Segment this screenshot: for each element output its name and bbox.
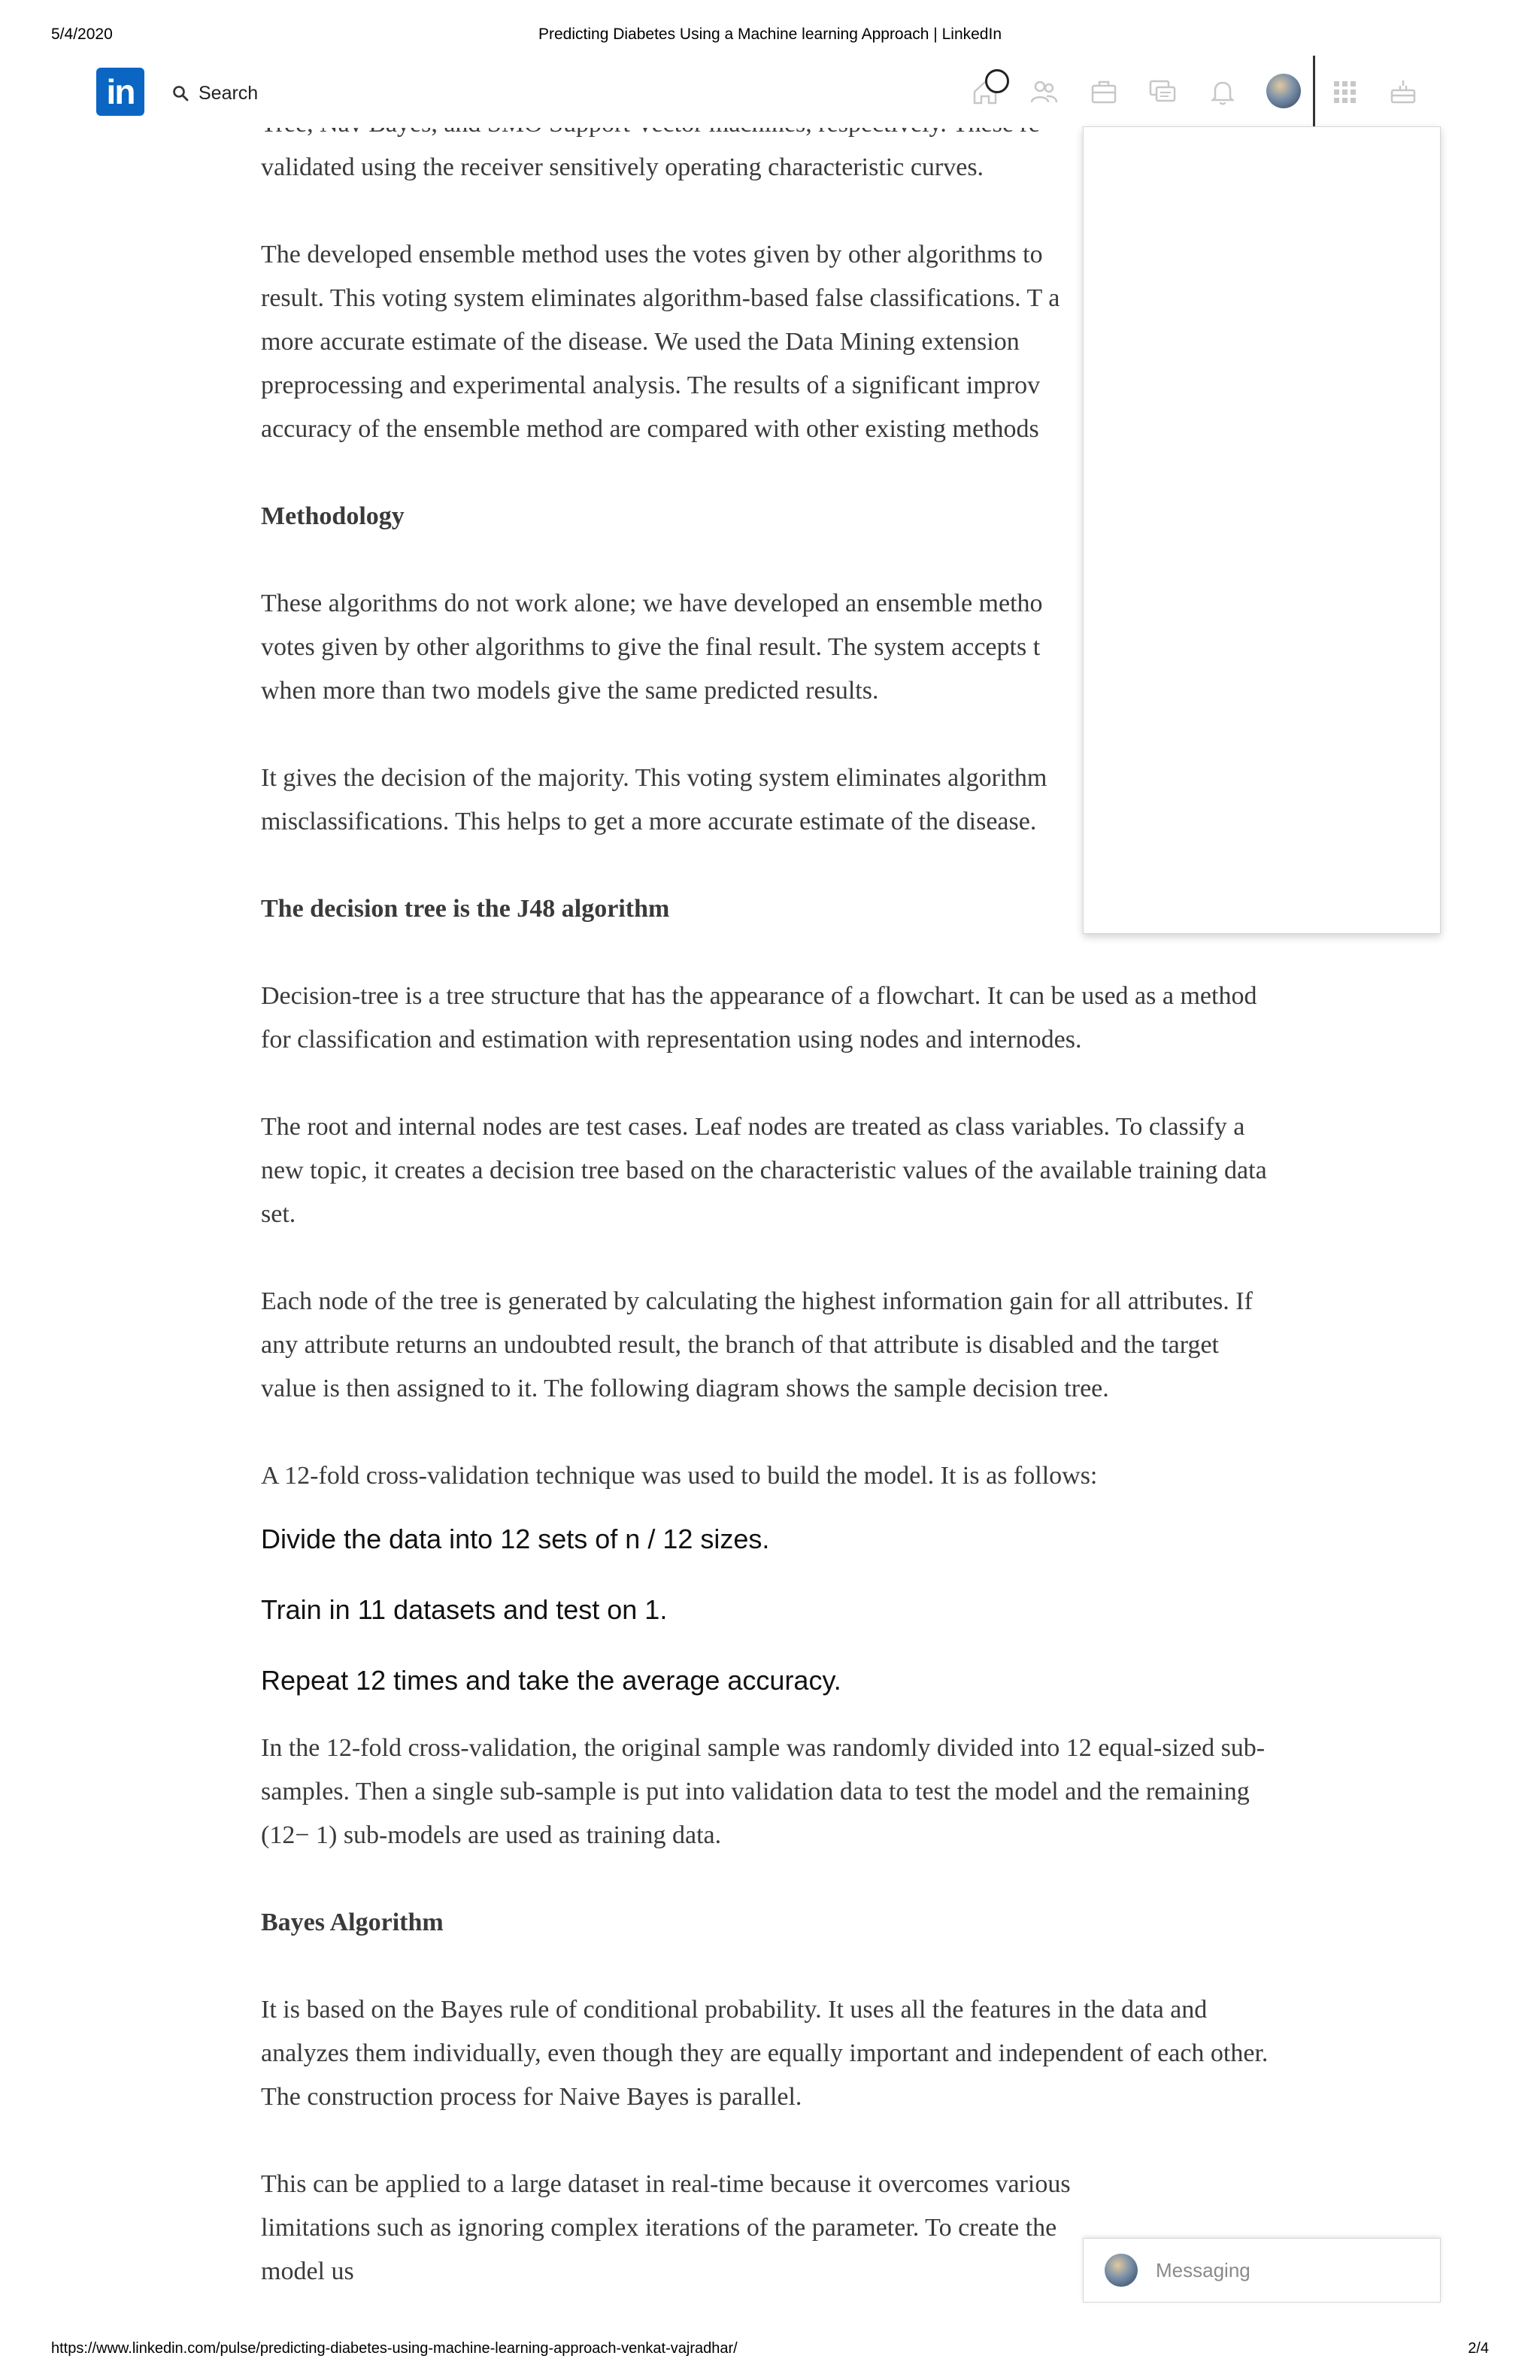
- search-bar[interactable]: [171, 78, 258, 108]
- work-grid-icon[interactable]: [1328, 75, 1361, 108]
- messaging-avatar: [1105, 2254, 1138, 2287]
- print-title: Predicting Diabetes Using a Machine learning Approach | LinkedIn: [538, 26, 1002, 43]
- messaging-icon[interactable]: [1146, 75, 1179, 108]
- my-network-icon[interactable]: [1027, 75, 1060, 108]
- loading-indicator-icon: [985, 69, 1009, 93]
- section-heading-decision-tree: The decision tree is the J48 algorithm: [261, 895, 670, 923]
- linkedin-logo[interactable]: in: [96, 68, 144, 116]
- article-paragraph: Each node of the tree is generated by calculating the highest information gain for all attributes. If any attribute returns an undoubted result, the branch of that attribute is disabled and the target value is then assigned to it. The following diagram shows the sample decision tree.: [261, 1287, 1253, 1402]
- article-paragraph: It is based on the Bayes rule of conditional probability. It uses all the features in the data and analyzes them individually, even though they are equally important and independent of each other. The construction process for Naive Bayes is parallel.: [261, 1996, 1269, 2111]
- list-step-3: Repeat 12 times and take the average accuracy.: [261, 1665, 841, 1696]
- article-paragraph: This can be applied to a large dataset in real-time because it overcomes various limitations such as ignoring complex iterations of the parameter. To create the model us: [261, 2170, 1071, 2285]
- dropdown-panel: [1083, 126, 1441, 934]
- article-paragraph: A 12-fold cross-validation technique was used to build the model. It is as follows:: [261, 1462, 1098, 1490]
- list-step-1: Divide the data into 12 sets of n / 12 sizes.: [261, 1524, 770, 1554]
- article-paragraph: It gives the decision of the majority. This voting system eliminates algorithm misclassifications. This helps to get a more accurate estimate of the disease.: [261, 764, 1047, 835]
- print-date: 5/4/2020: [51, 26, 113, 43]
- search-label: Search: [199, 82, 259, 104]
- linkedin-top-nav: [0, 56, 1540, 128]
- list-step-2: Train in 11 datasets and test on 1.: [261, 1594, 668, 1625]
- messaging-bar[interactable]: [1083, 2238, 1441, 2303]
- avatar[interactable]: [1266, 74, 1301, 108]
- search-icon: [171, 84, 189, 102]
- article-paragraph: The developed ensemble method uses the votes given by other algorithms to result. This voting system eliminates algorithm-based false classifications. T a more accurate estimate of the disease. We used the Data Mining extension preprocessing and experimental analysis. The results of a significant improv accuracy of the ensemble method are compared with other existing methods: [261, 241, 1060, 443]
- nav-divider: [1313, 56, 1315, 128]
- print-url: https://www.linkedin.com/pulse/predicting-diabetes-using-machine-learning-approach-venkat-vajradhar/: [51, 2340, 738, 2357]
- print-page-number: 2/4: [1468, 2340, 1489, 2357]
- advertise-icon[interactable]: [1387, 75, 1420, 108]
- jobs-icon[interactable]: [1087, 75, 1120, 108]
- article-paragraph: Decision-tree is a tree structure that has the appearance of a flowchart. It can be used as a method for classification and estimation with representation using nodes and internodes.: [261, 982, 1257, 1054]
- article-paragraph: In the 12-fold cross-validation, the original sample was randomly divided into 12 equal-sized sub-samples. Then a single sub-sample is put into validation data to test the model and the remaining (12− 1) sub-models are used as training data.: [261, 1734, 1266, 1849]
- messaging-label: Messaging: [1156, 2258, 1250, 2281]
- section-heading-bayes: Bayes Algorithm: [261, 1909, 444, 1936]
- article-paragraph: The root and internal nodes are test cases. Leaf nodes are treated as class variables. To classify a new topic, it creates a decision tree based on the characteristic values of the available training data set.: [261, 1113, 1267, 1228]
- section-heading-methodology: Methodology: [261, 502, 405, 530]
- notifications-icon[interactable]: [1206, 75, 1239, 108]
- article-paragraph: validated using the receiver sensitively operating characteristic curves.: [261, 153, 984, 181]
- article-paragraph: These algorithms do not work alone; we have developed an ensemble metho votes given by other algorithms to give the final result. The system accepts t when more than two models give the same predicted results.: [261, 590, 1043, 705]
